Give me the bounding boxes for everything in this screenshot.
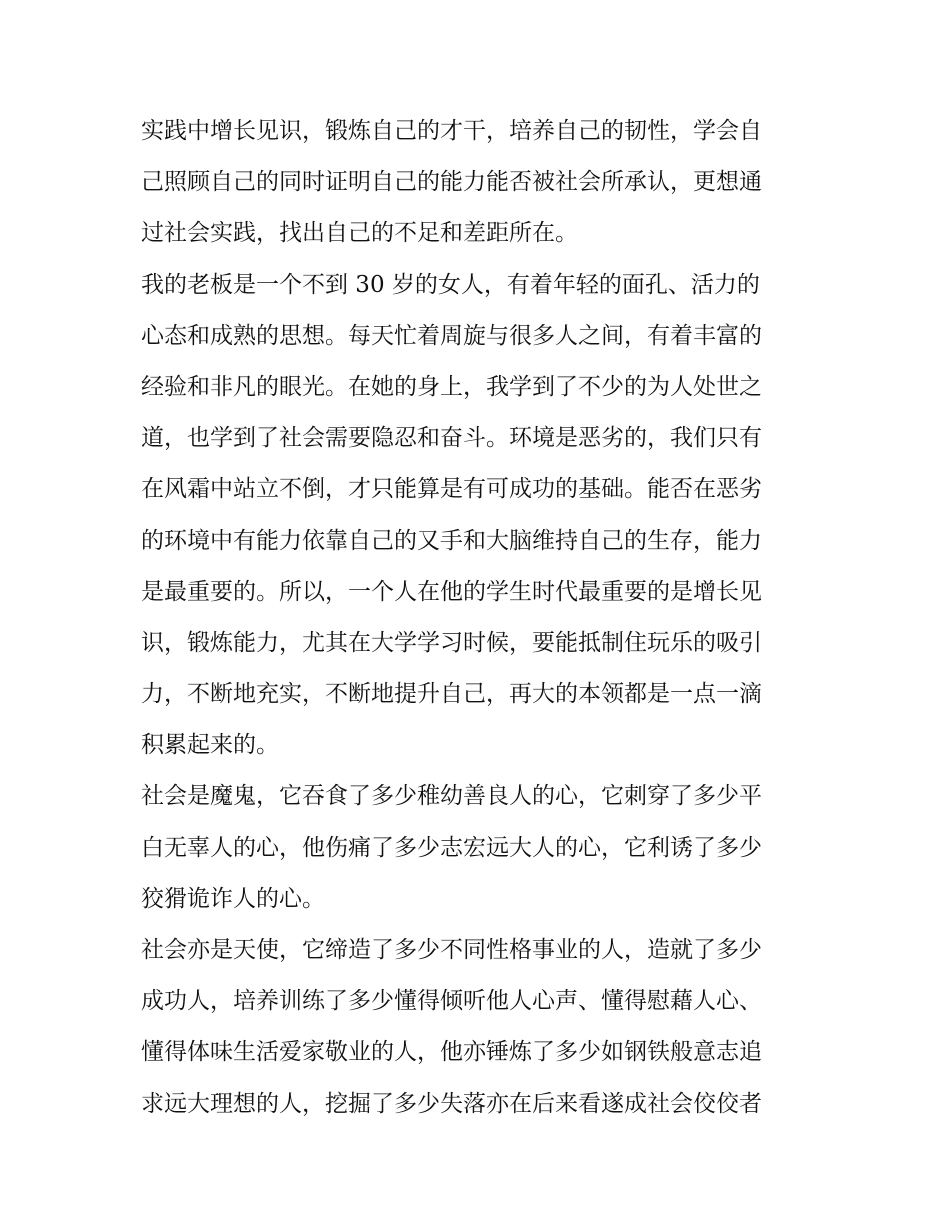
text-line: 社会是魔鬼，它吞食了多少稚幼善良人的心，它刺穿了多少平 (141, 783, 762, 810)
text-line: 己照顾自己的同时证明自己的能力能否被社会所承认，更想通 (141, 169, 762, 196)
document-body (141, 106, 813, 1130)
text-line: 懂得体味生活爱家敬业的人，他亦锤炼了多少如钢铁般意志追 (141, 1039, 762, 1066)
text-line: 实践中增长见识，锻炼自己的才干，培养自己的韧性，学会自 (141, 118, 762, 144)
text-line: 过社会实践，找出自己的不足和差距所在。 (141, 220, 578, 247)
text-line: 成功人，培养训练了多少懂得倾听他人心声、懂得慰藉人心、 (141, 988, 762, 1015)
text-line: 白无辜人的心，他伤痛了多少志宏远大人的心，它利诱了多少 (141, 834, 762, 861)
text-line: 是最重要的。所以，一个人在他的学生时代最重要的是增长见 (141, 578, 762, 605)
text-line: 在风霜中站立不倒，才只能算是有可成功的基础。能否在恶劣 (141, 476, 762, 503)
text-line: 心态和成熟的思想。每天忙着周旋与很多人之间，有着丰富的 (141, 322, 762, 349)
text-line: 积累起来的。 (141, 732, 279, 759)
text-line: 社会亦是天使，它缔造了多少不同性格事业的人，造就了多少 (141, 937, 762, 963)
text-line: 我的老板是一个不到 30 岁的女人，有着年轻的面孔、活力的 (141, 271, 760, 298)
text-line: 求远大理想的人，挖掘了多少失落亦在后来看遂成社会佼佼者 (141, 1090, 762, 1117)
text-line: 经验和非凡的眼光。在她的身上，我学到了不少的为人处世之 (141, 373, 762, 400)
text-line: 的环境中有能力依靠自己的又手和大脑维持自己的生存，能力 (141, 527, 762, 554)
text-line: 道，也学到了社会需要隐忍和奋斗。环境是恶劣的，我们只有 (141, 425, 762, 452)
text-line: 狡猾诡诈人的心。 (141, 885, 325, 912)
text-line: 力，不断地充实，不断地提升自己，再大的本领都是一点一滴 (141, 681, 762, 708)
text-line: 识，锻炼能力，尤其在大学学习时候，要能抵制住玩乐的吸引 (141, 629, 762, 656)
